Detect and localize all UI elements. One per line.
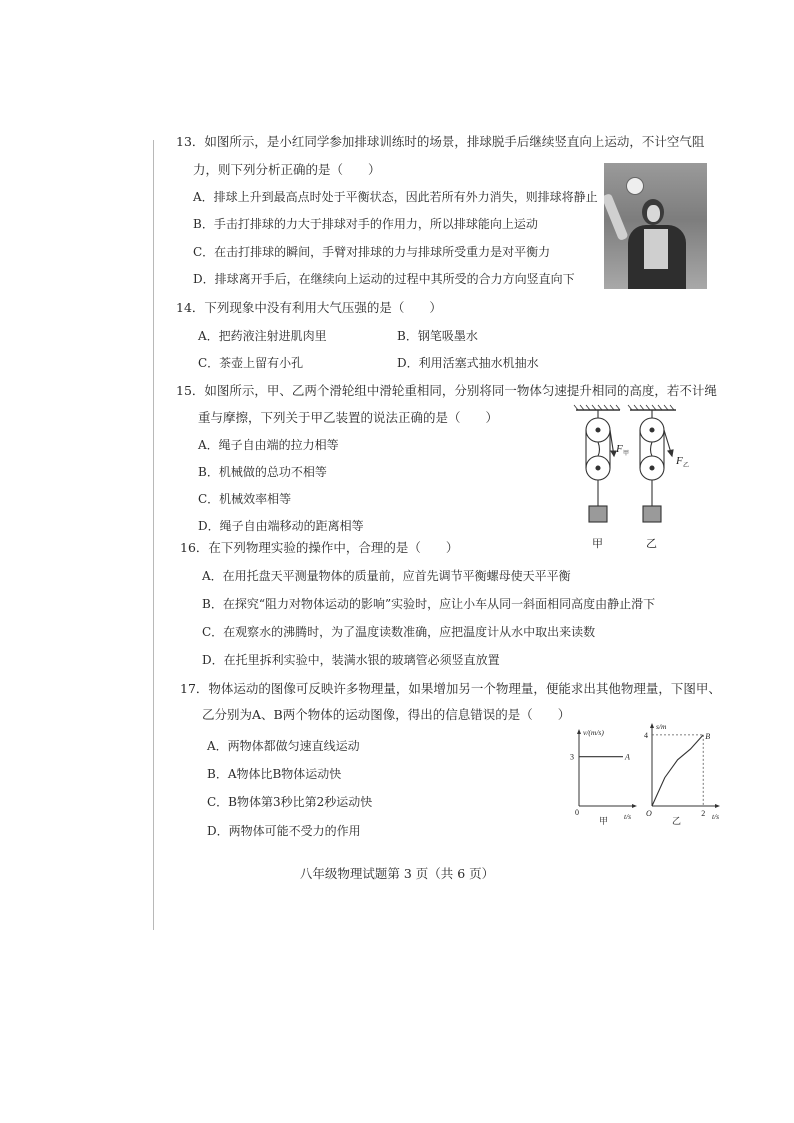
binding-margin-line: [153, 140, 154, 930]
q15-option-b: B．机械做的总功不相等: [198, 465, 327, 479]
q16-option-b: B．在探究“阻力对物体运动的影响”实验时，应让小车从同一斜面相同高度由静止滑下: [202, 597, 656, 611]
q15-stem-line2: 重与摩擦，下列关于甲乙装置的说法正确的是（ ）: [198, 410, 499, 425]
caption-yi: 乙: [646, 537, 657, 550]
q17-stem-line2: 乙分别为A、B两个物体的运动图像，得出的信息错误的是（ ）: [202, 707, 571, 722]
graph-jia-line-label: A: [625, 752, 630, 762]
force-label-yi: F: [676, 455, 683, 467]
graph-yi-xlabel: t/s: [712, 812, 720, 821]
graph-yi-ylabel: s/m: [656, 722, 667, 731]
graph-jia-ylabel: v/(m/s): [583, 728, 604, 737]
q13-option-a: A．排球上升到最高点时处于平衡状态，因此若所有外力消失，则排球将静止: [193, 190, 598, 204]
graph-jia-origin: 0: [575, 808, 579, 817]
q13-option-b: B．手击打排球的力大于排球对手的作用力，所以排球能向上运动: [193, 217, 538, 231]
caption-jia: 甲: [592, 537, 603, 550]
q15-option-a: A．绳子自由端的拉力相等: [198, 438, 339, 452]
graph-jia-y-tick: 3: [570, 752, 574, 762]
q15-option-d: D．绳子自由端移动的距离相等: [198, 519, 364, 533]
q17-option-b: B．A物体比B物体运动快: [207, 767, 342, 781]
q16-option-c: C．在观察水的沸腾时，为了温度读数准确，应把温度计从水中取出来读数: [202, 625, 596, 639]
volleyball-icon: [626, 177, 644, 195]
graph-yi-distance-time: [640, 718, 726, 826]
q15-option-c: C．机械效率相等: [198, 492, 292, 506]
force-label-jia: F: [616, 443, 623, 455]
q15-stem-line1: 15．如图所示，甲、乙两个滑轮组中滑轮重相同，分别将同一物体匀速提升相同的高度，若不计绳: [176, 383, 717, 398]
volleyball-player-photo: [604, 163, 707, 289]
q16-option-a: A．在用托盘天平测量物体的质量前，应首先调节平衡螺母使天平平衡: [202, 569, 571, 583]
graph-yi-y-tick: 4: [644, 730, 648, 740]
graph-yi-line-label: B: [705, 731, 711, 741]
graph-jia-xlabel: t/s: [624, 812, 632, 821]
q13-stem-line1: 13．如图所示，是小红同学参加排球训练时的场景，排球脱手后继续竖直向上运动，不计空气阻: [176, 134, 705, 149]
q14-option-b: B．钢笔吸墨水: [397, 329, 478, 343]
pulley-systems-figure: [568, 404, 708, 552]
q17-option-c: C．B物体第3秒比第2秒运动快: [207, 795, 373, 809]
q17-stem-line1: 17．物体运动的图像可反映许多物理量，如果增加另一个物理量，便能求出其他物理量，下图甲、: [180, 681, 721, 696]
force-label-yi-subscript: 乙: [683, 462, 690, 469]
q13-stem-line2: 力，则下列分析正确的是（ ）: [193, 162, 381, 177]
q13-option-c: C．在击打排球的瞬间，手臂对排球的力与排球所受重力是对平衡力: [193, 245, 551, 259]
graph-jia-caption: 甲: [599, 817, 609, 826]
graph-jia-velocity-time: [563, 726, 641, 826]
q14-option-d: D．利用活塞式抽水机抽水: [397, 356, 539, 370]
q14-option-c: C．茶壶上留有小孔: [198, 356, 304, 370]
q16-option-d: D．在托里拆利实验中，装满水银的玻璃管必须竖直放置: [202, 653, 500, 667]
q17-option-d: D．两物体可能不受力的作用: [207, 824, 361, 838]
q16-stem: 16．在下列物理实验的操作中，合理的是（ ）: [180, 540, 459, 555]
force-label-jia-subscript: 甲: [623, 450, 630, 457]
graph-yi-series-b-line: [652, 735, 703, 806]
q13-option-d: D．排球离开手后，在继续向上运动的过程中其所受的合力方向竖直向下: [193, 272, 575, 286]
q17-option-a: A．两物体都做匀速直线运动: [207, 739, 360, 753]
graph-yi-x-tick: 2: [701, 809, 706, 818]
graph-yi-origin: O: [646, 809, 652, 818]
graph-yi-caption: 乙: [672, 817, 682, 826]
q14-option-a: A．把药液注射进肌肉里: [198, 329, 327, 343]
q14-stem: 14．下列现象中没有利用大气压强的是（ ）: [176, 300, 442, 315]
page-footer: 八年级物理试题第 3 页（共 6 页）: [299, 866, 495, 881]
pulley-system-yi: [628, 405, 676, 522]
pulley-system-jia: [574, 405, 620, 522]
